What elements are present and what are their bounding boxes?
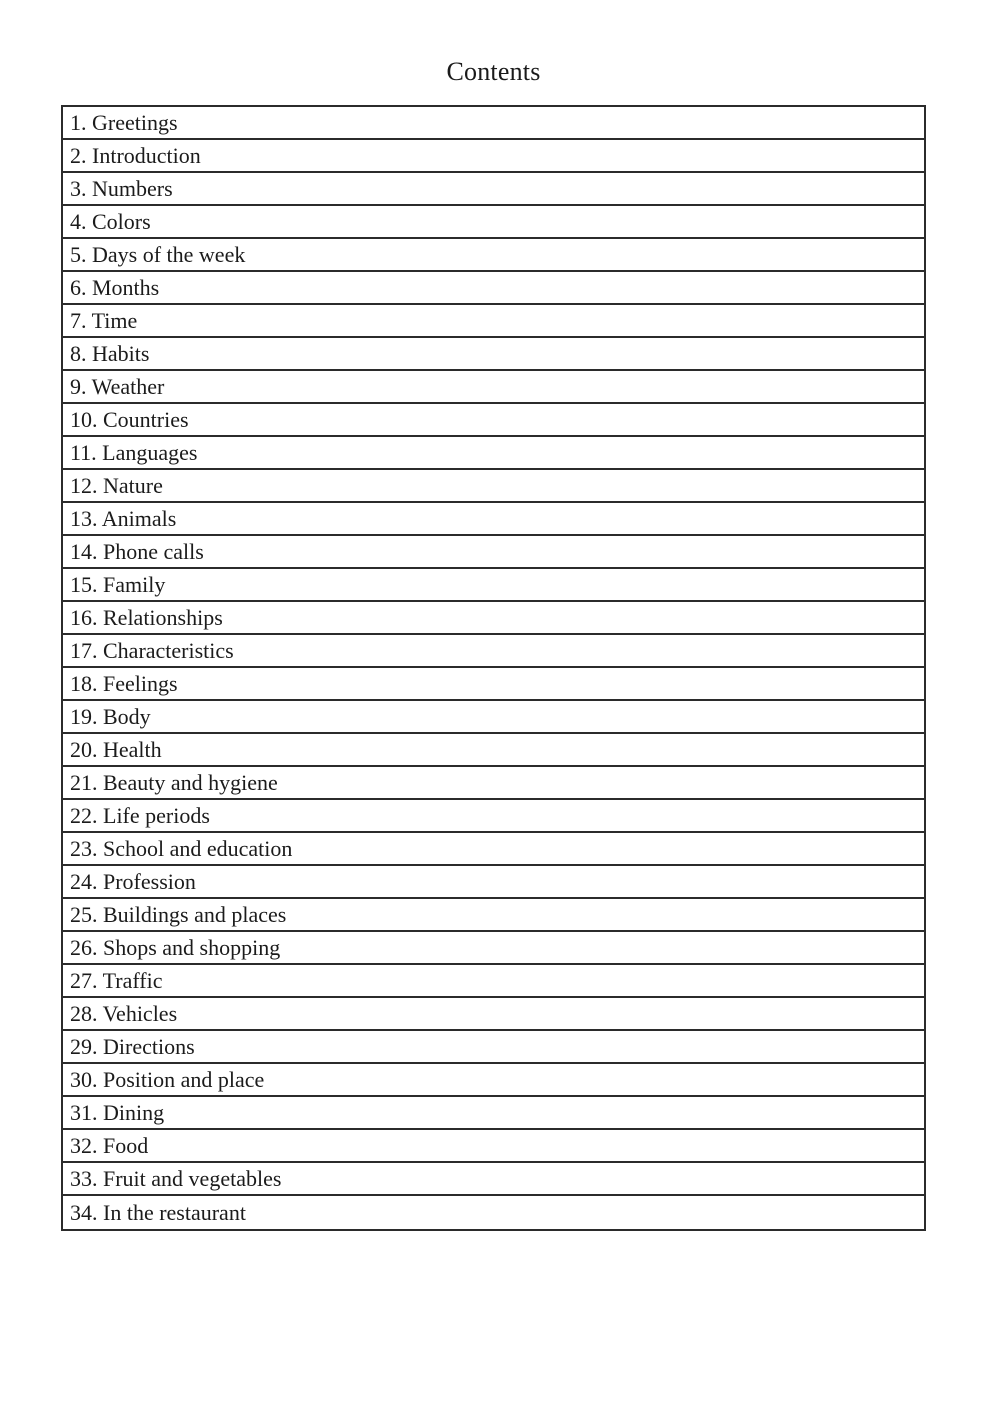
toc-entry: 34. In the restaurant — [70, 1200, 246, 1225]
toc-row — [63, 206, 924, 239]
toc-row — [63, 239, 924, 272]
toc-entry: 7. Time — [70, 308, 138, 333]
toc-row — [63, 767, 924, 800]
toc-entry: 19. Body — [70, 704, 151, 729]
toc-row — [63, 1130, 924, 1163]
toc-entry: 33. Fruit and vegetables — [70, 1166, 282, 1191]
toc-entry: 27. Traffic — [70, 968, 163, 993]
toc-entry: 13. Animals — [70, 506, 177, 531]
toc-row — [63, 800, 924, 833]
toc-entry: 3. Numbers — [70, 176, 173, 201]
toc-row — [63, 866, 924, 899]
toc-row — [63, 1163, 924, 1196]
toc-entry: 17. Characteristics — [70, 638, 234, 663]
toc-entry: 14. Phone calls — [70, 539, 204, 564]
toc-row — [63, 602, 924, 635]
toc-row — [63, 503, 924, 536]
toc-row — [63, 371, 924, 404]
toc-row — [63, 107, 924, 140]
toc-entry: 31. Dining — [70, 1100, 165, 1125]
toc-entry: 21. Beauty and hygiene — [70, 770, 278, 795]
toc-entry: 26. Shops and shopping — [70, 935, 281, 960]
toc-entry: 10. Countries — [70, 407, 189, 432]
toc-entry: 22. Life periods — [70, 803, 210, 828]
toc-row — [63, 470, 924, 503]
toc-entry: 28. Vehicles — [70, 1001, 178, 1026]
toc-entry: 5. Days of the week — [70, 242, 246, 267]
toc-row — [63, 1064, 924, 1097]
toc-entry: 16. Relationships — [70, 605, 223, 630]
toc-entry: 30. Position and place — [70, 1067, 265, 1092]
toc-row — [63, 437, 924, 470]
toc-row — [63, 536, 924, 569]
toc-row — [63, 932, 924, 965]
toc-entry: 9. Weather — [70, 374, 165, 399]
toc-entry: 12. Nature — [70, 473, 163, 498]
toc-row — [63, 734, 924, 767]
toc-entry: 8. Habits — [70, 341, 150, 366]
toc-row — [63, 635, 924, 668]
toc-entry: 24. Profession — [70, 869, 196, 894]
toc-row — [63, 1031, 924, 1064]
toc-entry: 32. Food — [70, 1133, 149, 1158]
toc-row — [63, 404, 924, 437]
toc-entry: 1. Greetings — [70, 110, 178, 135]
toc-entry: 6. Months — [70, 275, 160, 300]
toc-row — [63, 569, 924, 602]
toc-row — [63, 998, 924, 1031]
toc-entry: 11. Languages — [70, 440, 198, 465]
page-title: Contents — [446, 57, 541, 86]
toc-row — [63, 338, 924, 371]
toc-row — [63, 701, 924, 734]
toc-entry: 20. Health — [70, 737, 162, 762]
toc-entry: 23. School and education — [70, 836, 293, 861]
toc-row — [63, 965, 924, 998]
toc-row — [63, 1097, 924, 1130]
toc-row — [63, 305, 924, 338]
toc-row — [63, 1196, 924, 1229]
toc-entry: 29. Directions — [70, 1034, 195, 1059]
contents-table — [61, 105, 926, 1231]
toc-row — [63, 140, 924, 173]
toc-row — [63, 668, 924, 701]
toc-entry: 4. Colors — [70, 209, 151, 234]
toc-row — [63, 899, 924, 932]
toc-entry: 18. Feelings — [70, 671, 178, 696]
toc-entry: 25. Buildings and places — [70, 902, 287, 927]
toc-row — [63, 833, 924, 866]
toc-entry: 15. Family — [70, 572, 166, 597]
toc-entry: 2. Introduction — [70, 143, 201, 168]
toc-row — [63, 272, 924, 305]
toc-row — [63, 173, 924, 206]
